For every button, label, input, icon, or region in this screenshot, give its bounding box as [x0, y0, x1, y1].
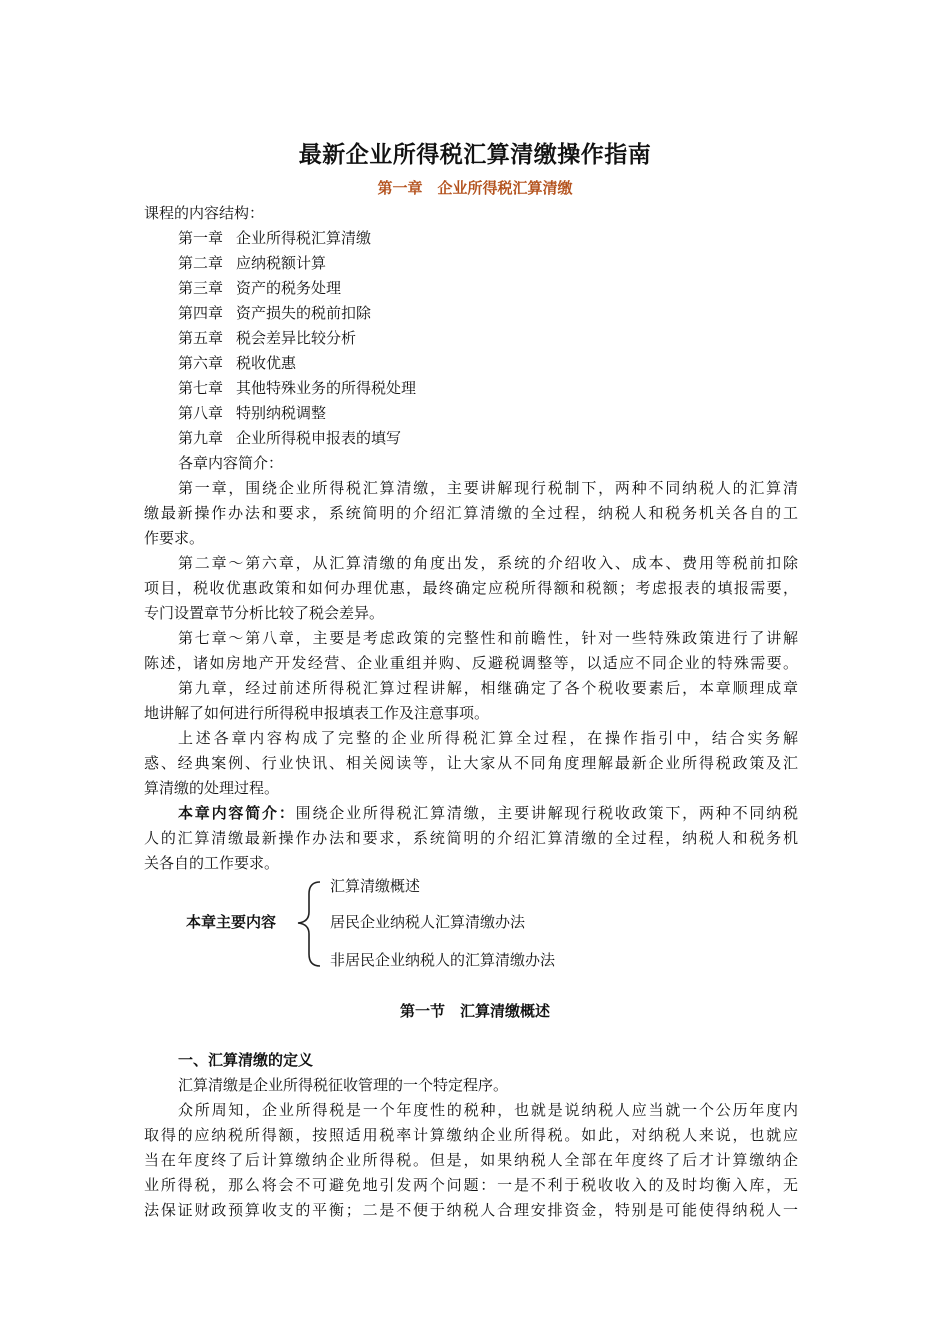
curly-brace-icon — [292, 868, 328, 978]
sub-heading: 一、汇算清缴的定义 — [178, 1051, 314, 1069]
paragraph-line: 地讲解了如何进行所得税申报填表工作及注意事项。 — [144, 704, 490, 722]
paragraph-line: 关各自的工作要求。 — [144, 854, 280, 872]
paragraph-line: 第一章，围绕企业所得税汇算清缴，主要讲解现行税制下，两种不同纳税人的汇算清 — [178, 479, 798, 497]
paragraph-line: 第七章～第八章，主要是考虑政策的完整性和前瞻性，针对一些特殊政策进行了讲解 — [178, 629, 798, 647]
paragraph-line: 众所周知，企业所得税是一个年度性的税种，也就是说纳税人应当就一个公历年度内 — [178, 1101, 798, 1119]
section-title: 第一节 汇算清缴概述 — [399, 1002, 550, 1020]
chapter-list-item: 第八章 特别纳税调整 — [178, 404, 327, 422]
intro-label: 各章内容简介： — [178, 454, 284, 472]
chapter-list-item: 第六章 税收优惠 — [178, 354, 297, 372]
diagram-item: 非居民企业纳税人的汇算清缴办法 — [330, 951, 556, 969]
paragraph-line: 第九章，经过前述所得税汇算过程讲解，相继确定了各个税收要素后，本章顺理成章 — [178, 679, 798, 697]
chapter-heading: 第一章 企业所得税汇算清缴 — [377, 179, 573, 197]
paragraph-line: 专门设置章节分析比较了税会差异。 — [144, 604, 385, 622]
paragraph-line: 业所得税，那么将会不可避免地引发两个问题：一是不利于税收收入的及时均衡入库，无 — [144, 1176, 798, 1194]
chapter-list-item: 第九章 企业所得税申报表的填写 — [178, 429, 402, 447]
paragraph-line: 算清缴的处理过程。 — [144, 779, 280, 797]
paragraph-line: 作要求。 — [144, 529, 205, 547]
paragraph-line: 缴最新操作办法和要求，系统简明的介绍汇算清缴的全过程，纳税人和税务机关各自的工 — [144, 504, 798, 522]
paragraph-line: 项目，税收优惠政策和如何办理优惠，最终确定应税所得额和税额；考虑报表的填报需要， — [144, 579, 798, 597]
chapter-summary-label: 本章内容简介： — [178, 804, 296, 822]
chapter-list-item: 第七章 其他特殊业务的所得税处理 — [178, 379, 417, 397]
paragraph-line: 当在年度终了后计算缴纳企业所得税。但是，如果纳税人全部在年度终了后才计算缴纳企 — [144, 1151, 798, 1169]
chapter-list-item: 第三章 资产的税务处理 — [178, 279, 342, 297]
paragraph-line: 陈述，诸如房地产开发经营、企业重组并购、反避税调整等，以适应不同企业的特殊需要。 — [144, 654, 798, 672]
chapter-content-diagram — [180, 868, 600, 978]
paragraph-line: 取得的应纳税所得额，按照适用税率计算缴纳企业所得税。如此，对纳税人来说，也就应 — [144, 1126, 798, 1144]
chapter-list-item: 第一章 企业所得税汇算清缴 — [178, 229, 372, 247]
paragraph-line: 法保证财政预算收支的平衡；二是不便于纳税人合理安排资金，特别是可能使得纳税人一 — [144, 1201, 798, 1219]
paragraph-line: 人的汇算清缴最新操作办法和要求，系统简明的介绍汇算清缴的全过程，纳税人和税务机 — [144, 829, 798, 847]
diagram-item: 居民企业纳税人汇算清缴办法 — [330, 913, 526, 931]
paragraph-line: 上述各章内容构成了完整的企业所得税汇算全过程，在操作指引中，结合实务解 — [178, 729, 798, 747]
paragraph-line: 惑、经典案例、行业快讯、相关阅读等，让大家从不同角度理解最新企业所得税政策及汇 — [144, 754, 798, 772]
document-title: 最新企业所得税汇算清缴操作指南 — [298, 141, 652, 168]
paragraph-line: 汇算清缴是企业所得税征收管理的一个特定程序。 — [178, 1076, 509, 1094]
structure-label: 课程的内容结构： — [144, 204, 265, 222]
paragraph-line: 本章内容简介：围绕企业所得税汇算清缴，主要讲解现行税收政策下，两种不同纳税 — [178, 804, 798, 822]
diagram-label: 本章主要内容 — [186, 913, 277, 931]
chapter-list-item: 第二章 应纳税额计算 — [178, 254, 327, 272]
chapter-list-item: 第五章 税会差异比较分析 — [178, 329, 357, 347]
chapter-list-item: 第四章 资产损失的税前扣除 — [178, 304, 372, 322]
paragraph-line: 第二章～第六章，从汇算清缴的角度出发，系统的介绍收入、成本、费用等税前扣除 — [178, 554, 798, 572]
diagram-item: 汇算清缴概述 — [330, 877, 421, 895]
